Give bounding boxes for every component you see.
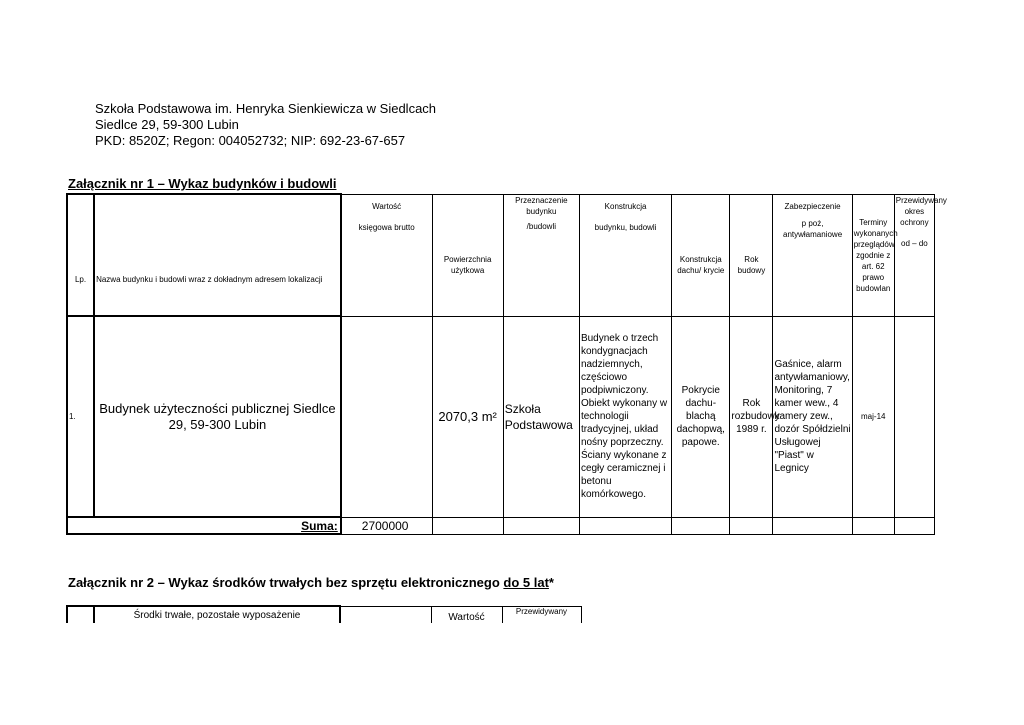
- cell-name: Budynek użyteczności publicznej Siedlce 29, 59-300 Lubin: [94, 316, 341, 517]
- cell-area: 2070,3 m²: [432, 316, 503, 517]
- cell-year: Rok rozbudowy 1989 r.: [730, 316, 773, 517]
- assets-col-empty: [340, 606, 431, 623]
- sum-value: 2700000: [341, 517, 432, 534]
- sum-empty-3: [579, 517, 671, 534]
- table-header-row: [67, 194, 935, 316]
- sum-empty-1: [432, 517, 503, 534]
- school-ids: PKD: 8520Z; Regon: 004052732; NIP: 692-23-67-657: [95, 133, 406, 148]
- col-name: Nazwa budynku i budowli wraz z dokładnym adresem lokalizacji: [94, 194, 341, 316]
- cell-security: Gaśnice, alarm antywłamaniowy, Monitoring, 7 kamer wew., 4 kamery zew., dozór Spółdzielni Usługowej "Piast" w Legnicy: [773, 316, 852, 517]
- sum-empty-8: [894, 517, 934, 534]
- sum-empty-5: [730, 517, 773, 534]
- col-value: Wartość księgowa brutto: [341, 194, 432, 316]
- col-roof: Konstrukcja dachu/ krycie: [672, 194, 730, 316]
- cell-value: [341, 316, 432, 517]
- col-area: Powierzchnia użytkowa: [432, 194, 503, 316]
- buildings-table: [66, 193, 947, 535]
- col-lp: Lp.: [67, 194, 94, 316]
- assets-header-row: [67, 606, 581, 623]
- annex1-title: Załącznik nr 1 – Wykaz budynków i budowli: [68, 176, 337, 191]
- assets-table: [66, 605, 582, 623]
- sum-empty-4: [672, 517, 730, 534]
- sum-row: [67, 517, 935, 534]
- cell-inspection: maj-14: [852, 316, 894, 517]
- col-security: Zabezpieczenie p poż, antywłamaniowe: [773, 194, 852, 316]
- assets-col-assets: Środki trwałe, pozostałe wyposażenie: [94, 606, 340, 623]
- cell-construction: Budynek o trzech kondygnacjach nadziemnych, częściowo podpiwniczony. Obiekt wykonany w technologii tradycyjnej, układ nośny poprzeczny. Ściany wykonane z cegły ceramicznej i betonu komórkowego.: [579, 316, 671, 517]
- sum-empty-7: [852, 517, 894, 534]
- cell-roof: Pokrycie dachu-blachą dachopwą, papowe.: [672, 316, 730, 517]
- assets-col-value: Wartość: [431, 606, 502, 623]
- school-address: Siedlce 29, 59-300 Lubin: [95, 117, 239, 132]
- cell-protection: [894, 316, 934, 517]
- table-row: [67, 316, 935, 517]
- school-name: Szkoła Podstawowa im. Henryka Sienkiewicza w Siedlcach: [95, 101, 437, 116]
- col-year: Rok budowy: [730, 194, 773, 316]
- school-header: [95, 101, 436, 149]
- col-construction: Konstrukcja budynku, budowli: [579, 194, 671, 316]
- assets-col-planned: Przewidywany: [502, 606, 581, 623]
- cell-purpose: Szkoła Podstawowa: [503, 316, 579, 517]
- col-purpose: Przeznaczenie budynku /budowli: [503, 194, 579, 316]
- sum-empty-6: [773, 517, 852, 534]
- col-inspection: Terminy wykonanych przeglądów zgodnie z art. 62 prawo budowlan: [852, 194, 894, 316]
- col-protection: Przewidywany okres ochrony od – do: [894, 194, 934, 316]
- sum-empty-2: [503, 517, 579, 534]
- sum-label: Suma:: [67, 517, 341, 534]
- annex2-title: Załącznik nr 2 – Wykaz środków trwałych bez sprzętu elektronicznego do 5 lat*: [68, 575, 554, 590]
- cell-lp: 1.: [67, 316, 94, 517]
- assets-col-lp: [67, 606, 94, 623]
